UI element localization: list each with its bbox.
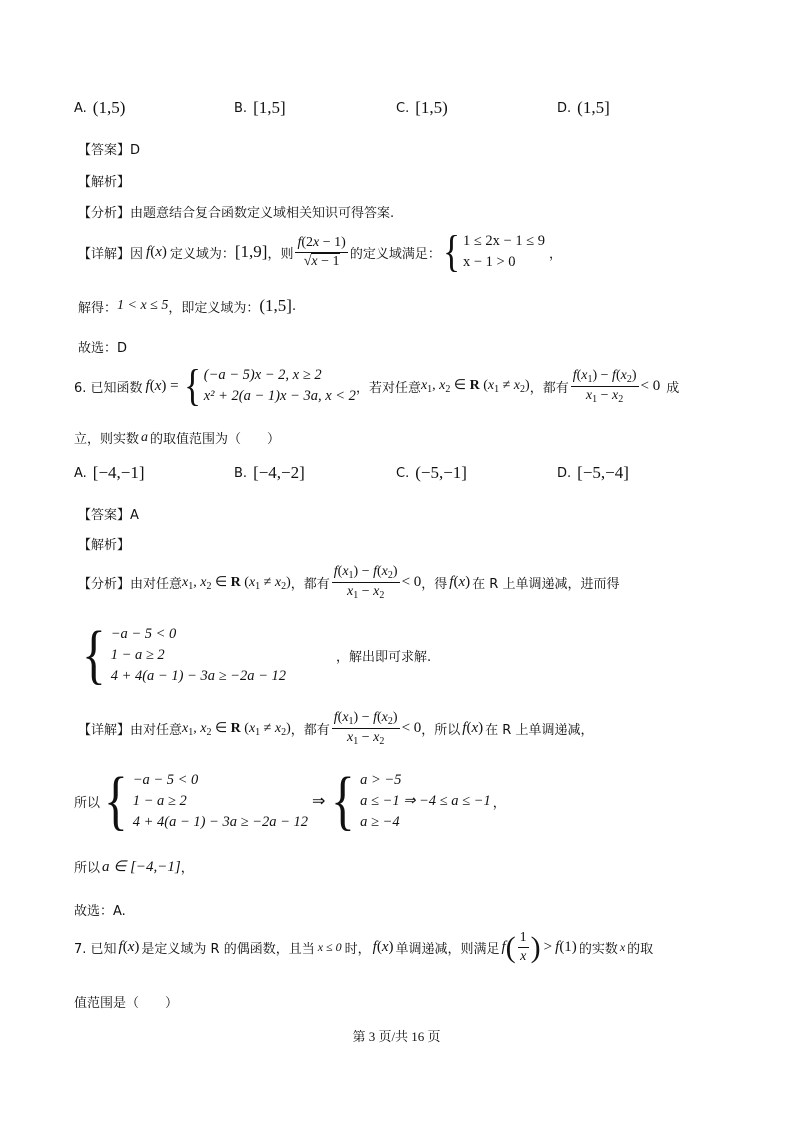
system-line: 1 − a ≥ 2: [132, 792, 187, 809]
q6-piecewise: { (−a − 5)x − 2, x ≥ 2 x² + 2(a − 1)x − 3a, x < 2: [183, 361, 356, 410]
difference-quotient: $\frac{f(x_1) - f(x_2)}{x_1 - x_2}$: [333, 564, 398, 601]
system-line: 4 + 4(a − 1) − 3a ≥ −2a − 12: [132, 813, 308, 830]
final-set: a ∈ [−4,−1]: [102, 859, 181, 875]
text: 的定义域满足：: [349, 246, 441, 262]
inequality-system: { −a − 5 < 0 1 − a ≥ 2 4 + 4(a − 1) − 3a ≥ −2a − 12: [103, 764, 308, 837]
difference-quotient: $\frac{f(x_1) - f(x_2)}{x_1 - x_2}$: [333, 710, 398, 747]
inequality: 1 < x ≤ 5: [117, 298, 169, 313]
q5-analysis-label: 【解析】: [78, 175, 131, 190]
q5-fenxi: 【分析】由题意结合复合函数定义域相关知识可得答案.: [78, 206, 395, 221]
q6-option-a: [74, 463, 145, 483]
system-line: a ≥ −4: [360, 813, 400, 830]
q6-stem-line2: 立，则实数 a 的取值范围为（ ）: [74, 429, 281, 447]
condition: x ≤ 0: [317, 940, 342, 954]
q5-choose: 故选：D: [78, 341, 128, 356]
text: 在 R 上单调递减，进而得: [472, 577, 620, 592]
option-letter: B.: [234, 100, 248, 116]
text: ，都有: [529, 380, 569, 396]
option-value: [−4,−1]: [92, 463, 145, 482]
text: ，若对任意: [355, 380, 421, 396]
q7-stem: 7. 已知 f(x) 是定义域为 R 的偶函数，且当 x ≤ 0 时， f(x) 单调递减，则满足 f ( $\frac{1}{x}$ ) > f (1) 的实数 x 的取: [74, 930, 654, 964]
q6-analysis-label: 【解析】: [78, 538, 131, 553]
q5-inequality-system: { 1 ≤ 2x − 1 ≤ 9 x − 1 > 0: [442, 227, 546, 276]
option-letter: A.: [74, 465, 87, 481]
option-value: [−5,−4]: [577, 463, 629, 482]
text: 所以: [74, 861, 101, 876]
text: 7. 已知: [74, 942, 117, 957]
q5-option-c: [396, 98, 448, 118]
fx-expr: f(x) =: [145, 377, 179, 394]
q6-fenxi: 【分析】由对任意 $x_1$, $x_2$ ∈ R $(x_1 \ne x_2)$ ，都有 $\frac{f(x_1) - f(x_2)}{x_1 - x_2}$ < 0 ，得 f(x) 在 R 上单调递减，进而得: [78, 564, 620, 601]
text: 6. 已知函数: [74, 380, 143, 396]
text: ，即定义域为：: [168, 300, 260, 316]
text: 的实数: [578, 942, 618, 957]
q5-xiangjie: 【详解】因 f(x) 定义域为： [1,9] ，则 $\frac{f(2x - 1)}{√x - 1}$ 的定义域满足： { 1 ≤ 2x − 1 ≤ 9 x − 1 > 0 ，: [78, 227, 563, 276]
q6-stem: 6. 已知函数 f(x) = { (−a − 5)x − 2, x ≥ 2 x² + 2(a − 1)x − 3a, x < 2 ，若对任意 $x_1$, $x_2$ ∈ R $(x_1 \ne x_2)$ ，都有 $\frac{f(x_1) - f(x_2)}{x_1 - x_2}$ < 0 成: [74, 361, 680, 410]
system-line: a > −5: [360, 771, 402, 788]
system-line: −a − 5 < 0: [132, 771, 199, 788]
option-letter: D.: [557, 100, 572, 116]
text: 的取值范围为（ ）: [150, 432, 281, 447]
text: ，解出即可求解.: [335, 649, 432, 665]
x1-x2-in-R: $x_1$, $x_2$ ∈ R $(x_1 \ne x_2)$: [182, 574, 291, 592]
q5-option-a: [74, 98, 125, 118]
q5-answer: 【答案】D: [78, 143, 141, 158]
q6-choose: 故选：A.: [74, 904, 126, 919]
q5-option-b: [234, 98, 286, 118]
text: 的取: [627, 942, 654, 957]
x1-x2-in-R: $x_1$, $x_2$ ∈ R $(x_1 \ne x_2)$: [182, 720, 291, 738]
text: 时，: [344, 942, 371, 957]
fraction-f2x-1-over-sqrt: $\frac{f(2x - 1)}{√x - 1}$: [297, 234, 346, 269]
x1-x2-in-R: $x_1$, $x_2$ ∈ R $(x_1 \ne x_2)$: [420, 378, 530, 395]
q7-stem-line2: 值范围是（ ）: [74, 996, 179, 1011]
option-letter: C.: [396, 100, 410, 116]
text: 定义域为：: [169, 246, 235, 262]
q6-final: 所以 a ∈ [−4,−1] ，: [74, 859, 194, 876]
system-line: 1 − a ≥ 2: [110, 646, 165, 663]
option-value: [1,5]: [253, 98, 286, 117]
q6-derivation: 所以 { −a − 5 < 0 1 − a ≥ 2 4 + 4(a − 1) − 3a ≥ −2a − 12 ⇒ { a > −5 a ≤ −1 ⇒ −4 ≤ a ≤ −1 a ≥ −4 ，: [74, 764, 506, 837]
system-line: 4 + 4(a − 1) − 3a ≥ −2a − 12: [110, 667, 286, 684]
text: 【详解】由对任意: [78, 723, 183, 738]
domain-value: [1,9]: [234, 242, 268, 261]
text: ，都有: [290, 723, 330, 738]
text: 单调递减，则满足: [395, 942, 500, 957]
piece-line: x² + 2(a − 1)x − 3a, x < 2: [203, 388, 356, 404]
text: 【分析】由对任意: [78, 577, 183, 592]
q5-solve: 解得： 1 < x ≤ 5 ，即定义域为： (1,5] .: [78, 296, 297, 316]
piece-line: (−a − 5)x − 2, x ≥ 2: [203, 367, 322, 383]
option-letter: A.: [74, 100, 87, 116]
q6-option-b: [234, 463, 305, 483]
result-system: { a > −5 a ≤ −1 ⇒ −4 ≤ a ≤ −1 a ≥ −4: [331, 764, 491, 837]
option-value: (1,5]: [577, 98, 610, 117]
inequality-system: { −a − 5 < 0 1 − a ≥ 2 4 + 4(a − 1) − 3a ≥ −2a − 12: [81, 618, 286, 691]
option-value: (1,5): [92, 98, 126, 117]
text: 所以: [74, 795, 101, 811]
difference-quotient: $\frac{f(x_1) - f(x_2)}{x_1 - x_2}$: [572, 367, 637, 405]
text: ，则: [267, 246, 294, 262]
option-value: [−4,−2]: [253, 463, 305, 482]
option-letter: B.: [234, 465, 248, 481]
text: 成: [666, 380, 680, 396]
text: 是定义域为 R 的偶函数，且当: [141, 942, 315, 957]
system-line: a ≤ −1 ⇒ −4 ≤ a ≤ −1: [360, 792, 491, 809]
option-value: [1,5): [415, 98, 448, 117]
q6-option-c: [396, 463, 467, 483]
option-letter: D.: [557, 465, 572, 481]
system-line: x − 1 > 0: [462, 254, 516, 270]
domain-result: (1,5]: [259, 296, 292, 315]
option-value: (−5,−1]: [415, 463, 467, 482]
q6-xiangjie: 【详解】由对任意 $x_1$, $x_2$ ∈ R $(x_1 \ne x_2)$ ，都有 $\frac{f(x_1) - f(x_2)}{x_1 - x_2}$ < 0 ，所以 f(x) 在 R 上单调递减，: [78, 710, 594, 747]
fx-expr: f(x): [146, 243, 167, 260]
page-footer: 第 3 页/共 16 页: [352, 1029, 441, 1044]
f-reciprocal-gt-f1: f ( $\frac{1}{x}$ ) > f (1): [501, 930, 577, 964]
text: ，得: [421, 577, 448, 592]
text: 在 R 上单调递减，: [485, 723, 594, 738]
text: ，所以: [421, 723, 461, 738]
q6-option-d: [557, 463, 629, 483]
text: ，都有: [290, 577, 330, 592]
text: 解得：: [78, 300, 118, 316]
q6-fenxi-system: [78, 618, 432, 691]
system-line: 1 ≤ 2x − 1 ≤ 9: [462, 233, 546, 249]
q6-answer: 【答案】A: [78, 508, 139, 523]
q5-option-d: [557, 98, 610, 118]
text: 【详解】因: [78, 246, 144, 262]
option-letter: C.: [396, 465, 410, 481]
text: 立，则实数: [74, 432, 140, 447]
system-line: −a − 5 < 0: [110, 625, 177, 642]
